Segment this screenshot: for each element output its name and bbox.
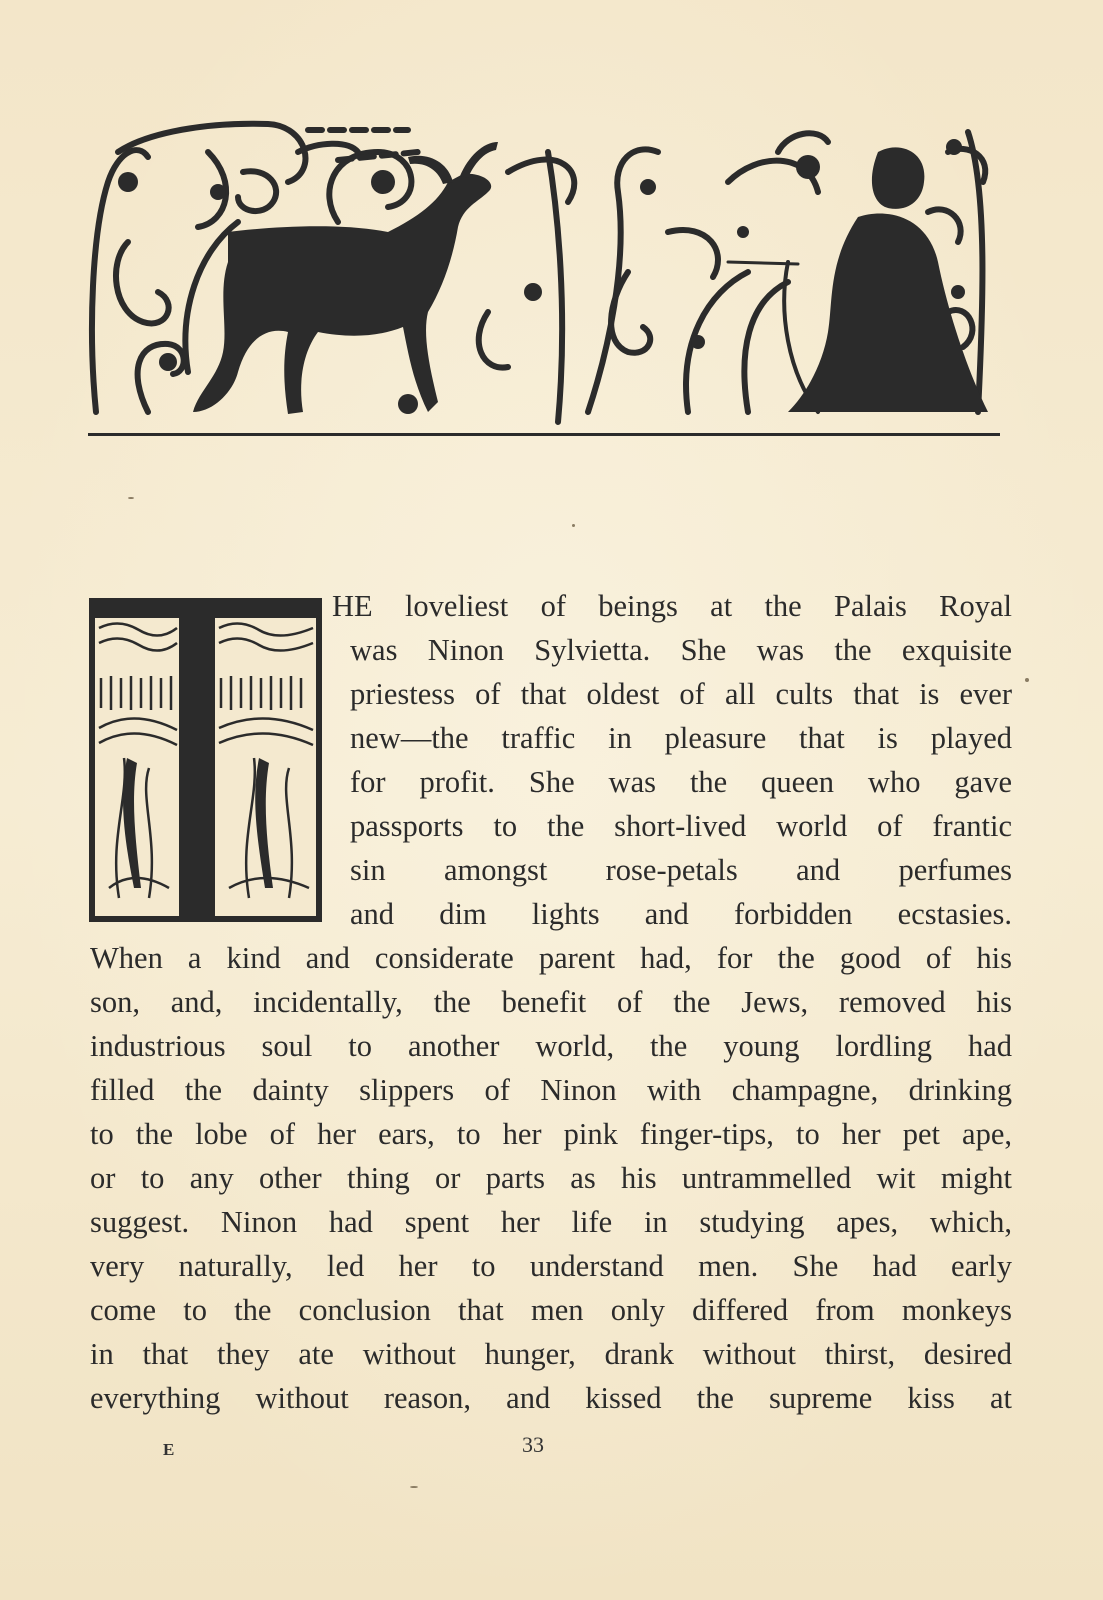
body-line-13: to the lobe of her ears, to her pink finger-tips, to her pet ape, — [90, 1117, 1012, 1151]
paper-speck — [1025, 678, 1029, 682]
body-line-6: passports to the short-lived world of frantic — [350, 809, 1012, 843]
body-line-18: in that they ate without hunger, drank without thirst, desired — [90, 1337, 1012, 1371]
stag-and-archer-ornament-icon — [88, 112, 1000, 442]
body-line-10: son, and, incidentally, the benefit of the Jews, removed his — [90, 985, 1012, 1019]
page-number: 33 — [522, 1432, 544, 1457]
signature-mark: E — [163, 1440, 175, 1459]
drop-cap-initial — [89, 598, 322, 922]
decorated-initial-t-icon — [89, 598, 322, 922]
body-line-14: or to any other thing or parts as his untrammelled wit might — [90, 1161, 1012, 1195]
body-line-8: and dim lights and forbidden ecstasies. — [350, 897, 1012, 931]
body-line-7: sin amongst rose-petals and perfumes — [350, 853, 1012, 887]
body-line-17: come to the conclusion that men only differed from monkeys — [90, 1293, 1012, 1327]
body-line-2: was Ninon Sylvietta. She was the exquisite — [350, 633, 1012, 667]
body-line-1: HE loveliest of beings at the Palais Royal — [332, 589, 1012, 623]
body-line-16: very naturally, led her to understand men. She had early — [90, 1249, 1012, 1283]
body-line-4: new—the traffic in pleasure that is played — [350, 721, 1012, 755]
headpiece-illustration — [88, 112, 1000, 442]
paper-speck — [410, 1486, 418, 1488]
body-line-12: filled the dainty slippers of Ninon with champagne, drinking — [90, 1073, 1012, 1107]
body-line-5: for profit. She was the queen who gave — [350, 765, 1012, 799]
body-line-19: everything without reason, and kissed the supreme kiss at — [90, 1381, 1012, 1415]
paper-speck — [572, 524, 575, 527]
headpiece-rule — [88, 433, 1000, 436]
body-line-9: When a kind and considerate parent had, for the good of his — [90, 941, 1012, 975]
body-line-11: industrious soul to another world, the young lordling had — [90, 1029, 1012, 1063]
body-line-15: suggest. Ninon had spent her life in studying apes, which, — [90, 1205, 1012, 1239]
paper-speck — [128, 497, 134, 499]
body-line-3: priestess of that oldest of all cults that is ever — [350, 677, 1012, 711]
